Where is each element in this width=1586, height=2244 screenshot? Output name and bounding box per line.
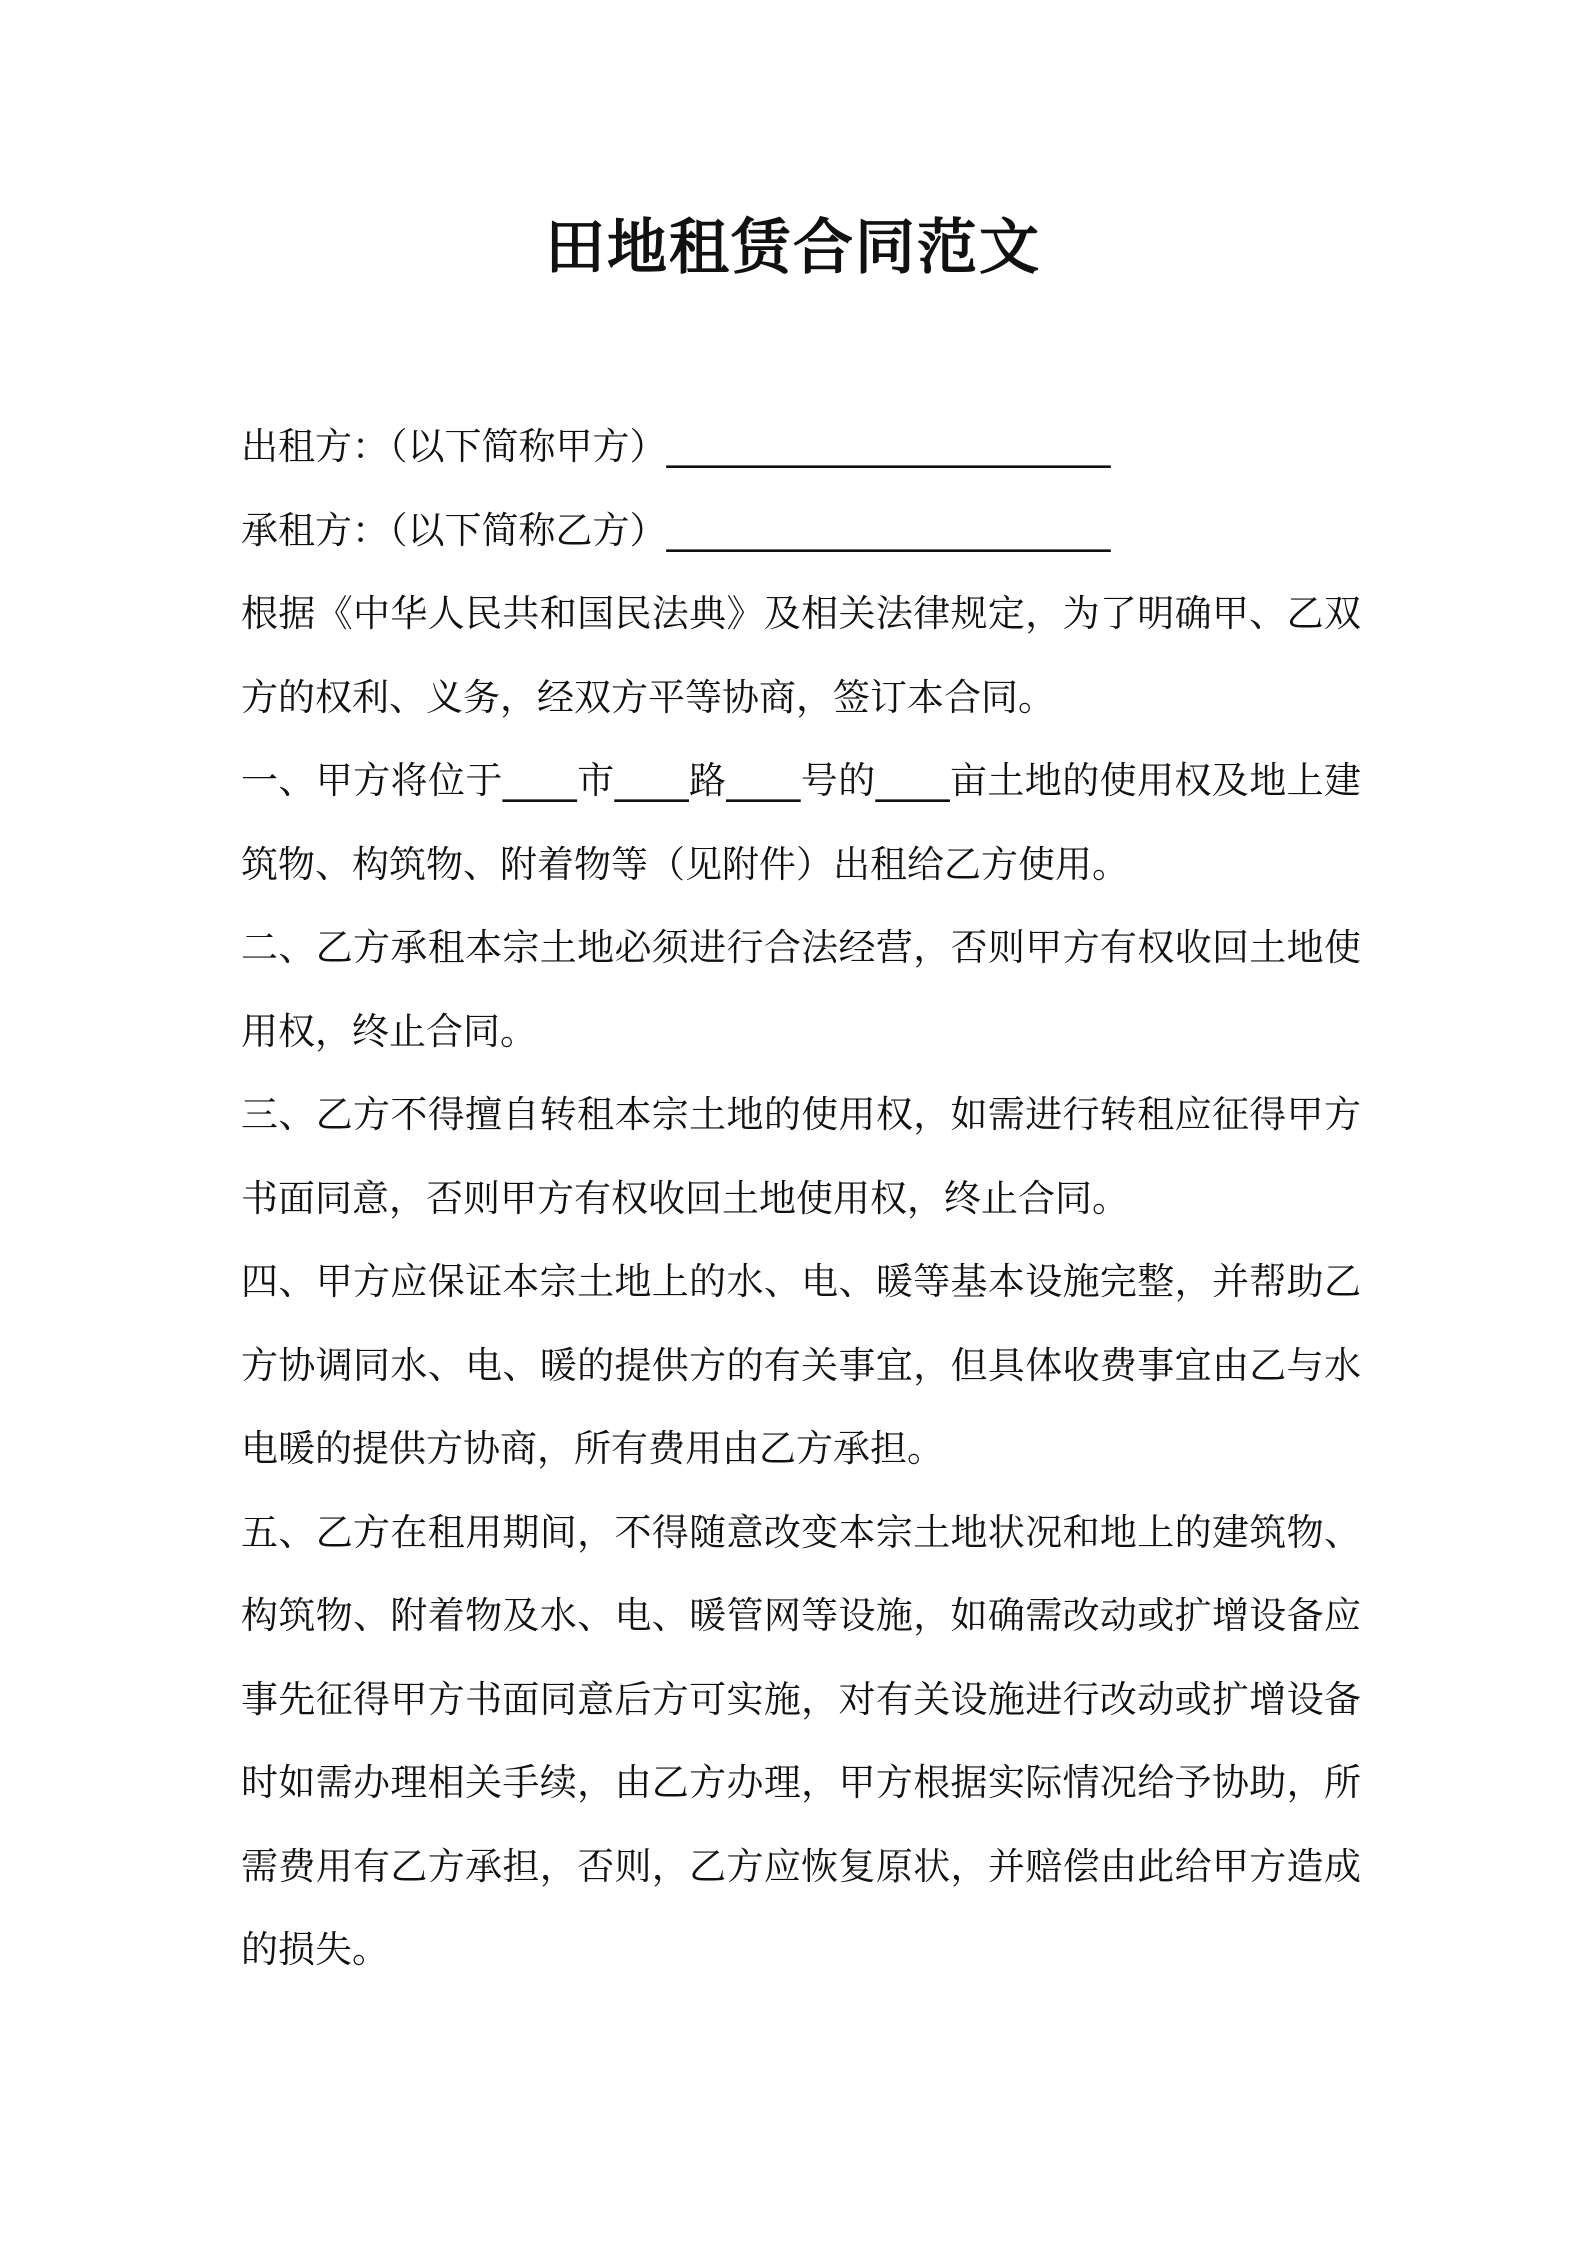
clause-1: 一、甲方将位于____市____路____号的____亩土地的使用权及地上建筑物、构筑物、附着物等（见附件）出租给乙方使用。 — [241, 759, 1361, 886]
clause-2: 二、乙方承租本宗土地必须进行合法经营，否则甲方有权收回土地使用权，终止合同。 — [241, 926, 1361, 1053]
preamble-paragraph: 根据《中华人民共和国民法典》及相关法律规定，为了明确甲、乙双方的权利、义务，经双方平等协商，签订本合同。 — [241, 592, 1361, 719]
clause-5: 五、乙方在租用期间，不得随意改变本宗土地状况和地上的建筑物、构筑物、附着物及水、电、暖管网等设施，如确需改动或扩增设备应事先征得甲方书面同意后方可实施，对有关设施进行改动或扩增设备时如需办理相关手续，由乙方办理，甲方根据实际情况给予协助，所需费用有乙方承担，否则，乙方应恢复原状，并赔偿由此给甲方造成的损失。 — [241, 1510, 1361, 1971]
document-body — [241, 405, 1361, 1992]
lessee-line: 承租方：（以下简称乙方）________________________ — [241, 508, 1111, 552]
clause-3: 三、乙方不得擅自转租本宗土地的使用权，如需进行转租应征得甲方书面同意，否则甲方有权收回土地使用权，终止合同。 — [241, 1093, 1361, 1220]
lessor-line: 出租方：（以下简称甲方）________________________ — [241, 425, 1111, 468]
document-title: 田地租赁合同范文 — [545, 213, 1041, 283]
clause-4: 四、甲方应保证本宗土地上的水、电、暖等基本设施完整，并帮助乙方协调同水、电、暖的提供方的有关事宜，但具体收费事宜由乙与水电暖的提供方协商，所有费用由乙方承担。 — [241, 1260, 1361, 1470]
